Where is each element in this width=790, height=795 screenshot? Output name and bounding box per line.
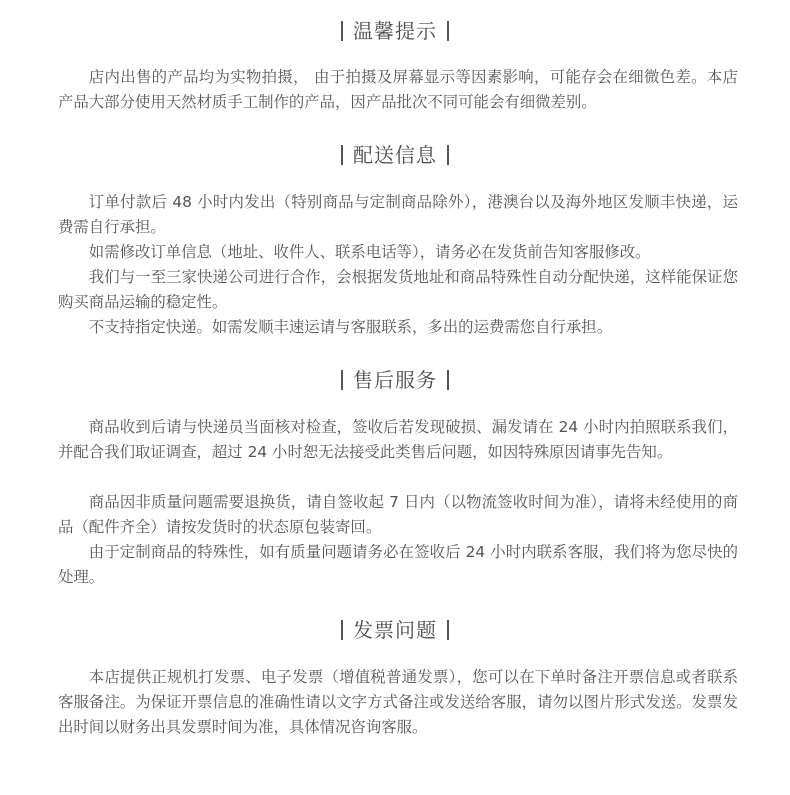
title-bar-left bbox=[341, 620, 343, 640]
section-title-text: 售后服务 bbox=[353, 368, 437, 392]
section-title-text: 发票问题 bbox=[353, 618, 437, 642]
delivery-paragraph-3: 我们与一至三家快递公司进行合作，会根据发货地址和商品特殊性自动分配快递，这样能保证您购买商品运输的稳定性。 bbox=[58, 268, 738, 311]
delivery-paragraph-2: 如需修改订单信息（地址、收件人、联系电话等），请务必在发货前告知客服修改。 bbox=[88, 243, 651, 261]
section-title-tips bbox=[0, 19, 790, 43]
delivery-paragraph-4: 不支持指定快递。如需发顺丰速运请与客服联系，多出的运费需您自行承担。 bbox=[88, 318, 613, 336]
title-bar-right bbox=[447, 21, 449, 41]
invoice-paragraph-1: 本店提供正规机打发票、电子发票（增值税普通发票），您可以在下单时备注开票信息或者联系客服备注。为保证开票信息的准确性请以文字方式备注或发送给客服，请勿以图片形式发送。发票发出时间以财务出具发票时间为准，具体情况咨询客服。 bbox=[58, 668, 738, 736]
after-sales-paragraph-2: 商品因非质量问题需要退换货，请自签收起 7 日内（以物流签收时间为准），请将未经使用的商品（配件齐全）请按发货时的状态原包装寄回。 bbox=[58, 493, 738, 536]
after-sales-paragraph-1: 商品收到后请与快递员当面核对检查，签收后若发现破损、漏发请在 24 小时内拍照联系我们，并配合我们取证调查，超过 24 小时恕无法接受此类售后问题，如因特殊原因请事先告知。 bbox=[58, 418, 738, 461]
title-bar-right bbox=[447, 620, 449, 640]
section-title-text: 温馨提示 bbox=[353, 19, 437, 43]
section-title-delivery bbox=[0, 143, 790, 167]
after-sales-paragraph-3: 由于定制商品的特殊性，如有质量问题请务必在签收后 24 小时内联系客服，我们将为您尽快的处理。 bbox=[58, 543, 738, 586]
section-title-text: 配送信息 bbox=[353, 143, 437, 167]
title-bar-right bbox=[447, 370, 449, 390]
tips-paragraph-1: 店内出售的产品均为实物拍摄， 由于拍摄及屏幕显示等因素影响，可能存会在细微色差。本店产品大部分使用天然材质手工制作的产品，因产品批次不同可能会有细微差别。 bbox=[58, 68, 738, 111]
title-bar-left bbox=[341, 145, 343, 165]
section-title-after-sales bbox=[0, 368, 790, 392]
title-bar-left bbox=[341, 21, 343, 41]
title-bar-right bbox=[447, 145, 449, 165]
delivery-paragraph-1: 订单付款后 48 小时内发出（特别商品与定制商品除外），港澳台以及海外地区发顺丰快递，运费需自行承担。 bbox=[58, 193, 738, 236]
section-title-invoice bbox=[0, 618, 790, 642]
title-bar-left bbox=[341, 370, 343, 390]
